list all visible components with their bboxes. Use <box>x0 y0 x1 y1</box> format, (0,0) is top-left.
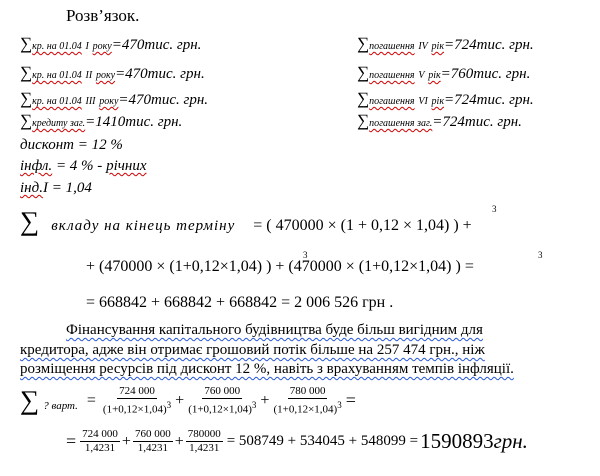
sigma-icon: ∑ <box>20 89 33 108</box>
present-value-label: ? варт. <box>43 399 78 412</box>
fraction: $\frac{724 000}{(1+0,12\times 1,04)^3}$ <box>102 385 172 416</box>
sum-row <box>357 111 522 131</box>
sigma-icon: ∑ <box>20 34 33 53</box>
sum-value: =1410тис. грн. <box>85 114 183 130</box>
fraction: $\frac{760 000}{1,4231}$ <box>134 428 171 454</box>
sum-row <box>20 89 208 109</box>
exponent: 3 <box>538 250 543 260</box>
sigma-icon: ∑ <box>357 111 370 130</box>
sigma-icon: ∑ <box>357 63 370 82</box>
index-line <box>20 180 92 197</box>
inflation-value: = 4 % - <box>52 158 107 174</box>
sum-value: =724тис. грн. <box>432 114 522 130</box>
present-value-unit: грн. <box>493 429 528 453</box>
fraction: $\frac{780000}{1,4231}$ <box>187 428 221 454</box>
deposit-formula-line2 <box>86 258 474 276</box>
sum-value: =470тис. грн. <box>111 37 202 53</box>
inflation-line <box>20 158 147 175</box>
sum-row <box>357 34 534 54</box>
conclusion-text: розміщення ресурсів під дисконт 12 %, навіть з врахуванням темпів інфляції. <box>20 361 514 377</box>
sum-subscript: кр. на 01.04 <box>32 41 82 52</box>
present-value-total: 1590893 <box>420 429 494 453</box>
sigma-icon: ∑ <box>20 111 33 130</box>
sum-row <box>357 63 530 83</box>
sum-value: =724тис. грн. <box>444 92 534 108</box>
inflation-label: інфл. <box>20 158 53 174</box>
sum-row <box>20 63 205 83</box>
deposit-formula-label: вкладу на кінець терміну <box>51 218 236 234</box>
index-label: інд. <box>20 180 43 196</box>
conclusion-line2 <box>20 342 485 359</box>
sigma-icon: ∑ <box>20 63 33 82</box>
sum-tail: рік <box>428 70 441 81</box>
sum-tail: року <box>95 70 116 81</box>
fraction: $\frac{724 000}{1,4231}$ <box>82 428 118 454</box>
exponent: 3 <box>492 204 497 214</box>
sum-subscript: кредиту заг. <box>32 118 86 129</box>
deposit-formula-line1 <box>20 204 497 236</box>
sum-value: =724тис. грн. <box>444 37 534 53</box>
fraction: $\frac{780 000}{(1+0,12\times 1,04)^3}$ <box>273 385 342 416</box>
deposit-result: = 668842 + 668842 + 668842 = 2 006 526 грн . <box>86 294 394 311</box>
sum-roman: V <box>418 70 425 81</box>
fraction: $\frac{760 000}{(1+0,12\times 1,04)^3}$ <box>188 385 257 416</box>
sum-row <box>20 34 201 54</box>
deposit-formula-expr: = ( 470000 × (1 + 0,12 × 1,04) ) + <box>253 217 472 234</box>
present-value-sum: = 508749 + 534045 + 548099 = <box>226 433 419 449</box>
sigma-icon: ∑ <box>357 89 370 108</box>
sum-roman: I <box>85 41 89 52</box>
sum-tail: року <box>92 41 112 52</box>
sum-subscript: погашення <box>369 96 415 107</box>
sum-tail: рік <box>431 41 445 52</box>
sigma-icon: ∑ <box>357 34 370 53</box>
sum-subscript: кр. на 01.04 <box>32 70 82 81</box>
sum-roman: II <box>85 70 93 81</box>
sigma-icon: ∑ <box>20 385 40 416</box>
present-value-line2: = $\frac{724 000}{1,4231}$ + $\frac{760 000}{1,4231}$ + $\frac{780000}{1,4231}$ = 508749 + 534045 + 548099 = 1590893 грн. <box>66 428 528 454</box>
conclusion-line1 <box>66 322 483 339</box>
sum-subscript: погашення заг. <box>369 118 433 129</box>
sum-roman: IV <box>418 41 428 52</box>
sum-tail: року <box>99 96 119 107</box>
deposit-formula-expr2: + (470000 × (1+0,12×1,04) ) + (470000 × (1+0,12×1,04) ) = <box>86 258 474 275</box>
sum-row <box>357 89 534 109</box>
sigma-icon: ∑ <box>20 206 40 236</box>
conclusion-text: кредитора, адже він отримає грошовий потік більше на 257 474 грн., ніж <box>20 342 485 358</box>
index-value: I = 1,04 <box>42 180 92 196</box>
sum-row <box>20 111 182 131</box>
sum-value: =470тис. грн. <box>118 92 209 108</box>
sum-subscript: кр. на 01.04 <box>32 96 82 107</box>
sum-value: =760тис. грн. <box>440 66 531 82</box>
solution-heading: Розв’язок. <box>66 6 140 25</box>
sum-tail: рік <box>431 96 445 107</box>
sum-subscript: погашення <box>369 70 415 81</box>
inflation-tail: річних <box>106 158 147 174</box>
present-value-line1: ∑ ? варт. = $\frac{724 000}{(1+0,12\times 1,04)^3}$ + $\frac{760 000}{(1+0,12\times 1,04)^3}$ + $\frac{780 000}{(1+0,12\times 1,04)^3}$ = <box>20 385 356 416</box>
sum-roman: VI <box>418 96 428 107</box>
conclusion-line3 <box>20 361 514 378</box>
exponent: 3 <box>303 250 308 260</box>
sum-subscript: погашення <box>369 41 415 52</box>
conclusion-text: Фінансування капітального будівництва буде більш вигідним для <box>66 322 483 338</box>
sum-roman: III <box>85 96 96 107</box>
sum-value: =470тис. грн. <box>115 66 205 82</box>
discount-line: дисконт = 12 % <box>20 137 123 153</box>
